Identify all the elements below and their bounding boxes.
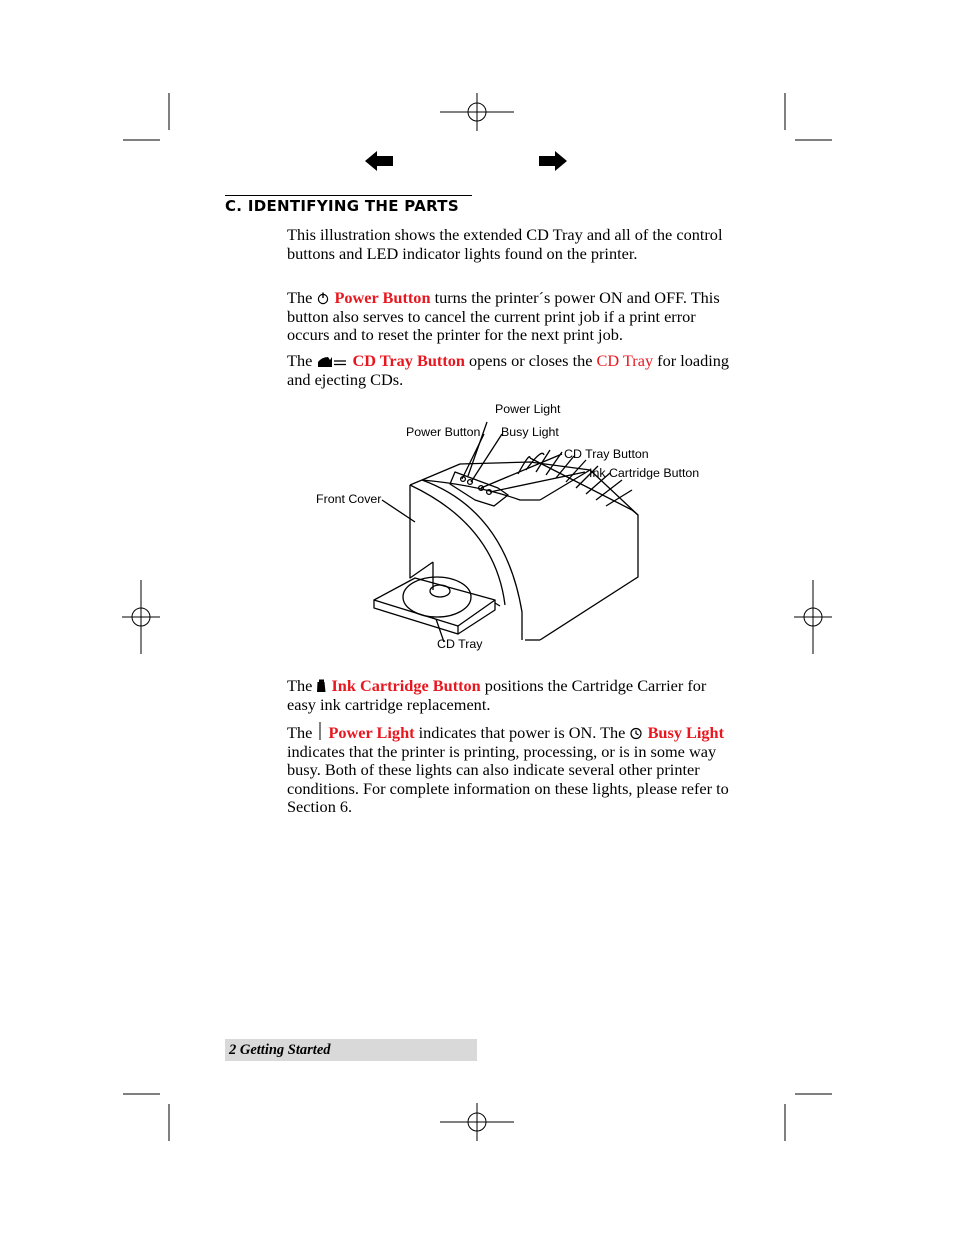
section-rule — [225, 195, 472, 196]
power-icon — [316, 291, 330, 305]
cd-tray-icon — [316, 354, 348, 368]
busy-light-term: Busy Light — [647, 723, 725, 742]
figure-label-ink-cartridge-button: Ink Cartridge Button — [589, 466, 700, 480]
left-arrow-icon[interactable] — [365, 151, 395, 171]
ink-cartridge-icon — [316, 679, 327, 693]
power-button-paragraph: The Power Button turns the printer´s power ON and OFF. This button also serves to cancel the current print job if a print error occurs and to reset the printer for the next print job. — [287, 288, 720, 345]
ink-cartridge-paragraph: The Ink Cartridge Button positions the Cartridge Carrier for easy ink cartridge replacement. — [287, 676, 707, 714]
intro-paragraph: This illustration shows the extended CD Tray and all of the control buttons and LED indicator lights found on the printer. — [287, 225, 723, 263]
section-heading: C. IDENTIFYING THE PARTS — [225, 197, 459, 215]
power-button-term: Power Button — [334, 288, 431, 307]
figure-label-power-button: Power Button — [406, 425, 481, 439]
cd-tray-link[interactable]: CD Tray — [596, 351, 654, 370]
figure-label-power-light: Power Light — [495, 402, 561, 416]
figure-label-cd-tray: CD Tray — [437, 637, 483, 651]
power-light-icon — [316, 722, 324, 740]
figure-label-cd-tray-button: CD Tray Button — [564, 447, 649, 461]
cd-tray-button-paragraph: The CD Tray Button opens or closes the CD Tray for loading and ejecting CDs. — [287, 351, 730, 389]
ink-cartridge-button-term: Ink Cartridge Button — [331, 676, 481, 695]
figure-label-front-cover: Front Cover — [316, 492, 382, 506]
figure-label-busy-light: Busy Light — [501, 425, 559, 439]
page-footer: 2 Getting Started — [225, 1039, 477, 1061]
busy-clock-icon — [629, 726, 643, 740]
lights-paragraph: The Power Light indicates that power is ON. The Busy Light indicates that the printer is printing, processing, or is in some way busy. Both of these lights can also indicate several other printer conditions. For complete information on these lights, please refer to Section 6. — [287, 723, 729, 817]
right-arrow-icon[interactable] — [539, 151, 569, 171]
printer-illustration — [300, 400, 720, 660]
cd-tray-button-term: CD Tray Button — [352, 351, 465, 370]
power-light-term: Power Light — [328, 723, 415, 742]
